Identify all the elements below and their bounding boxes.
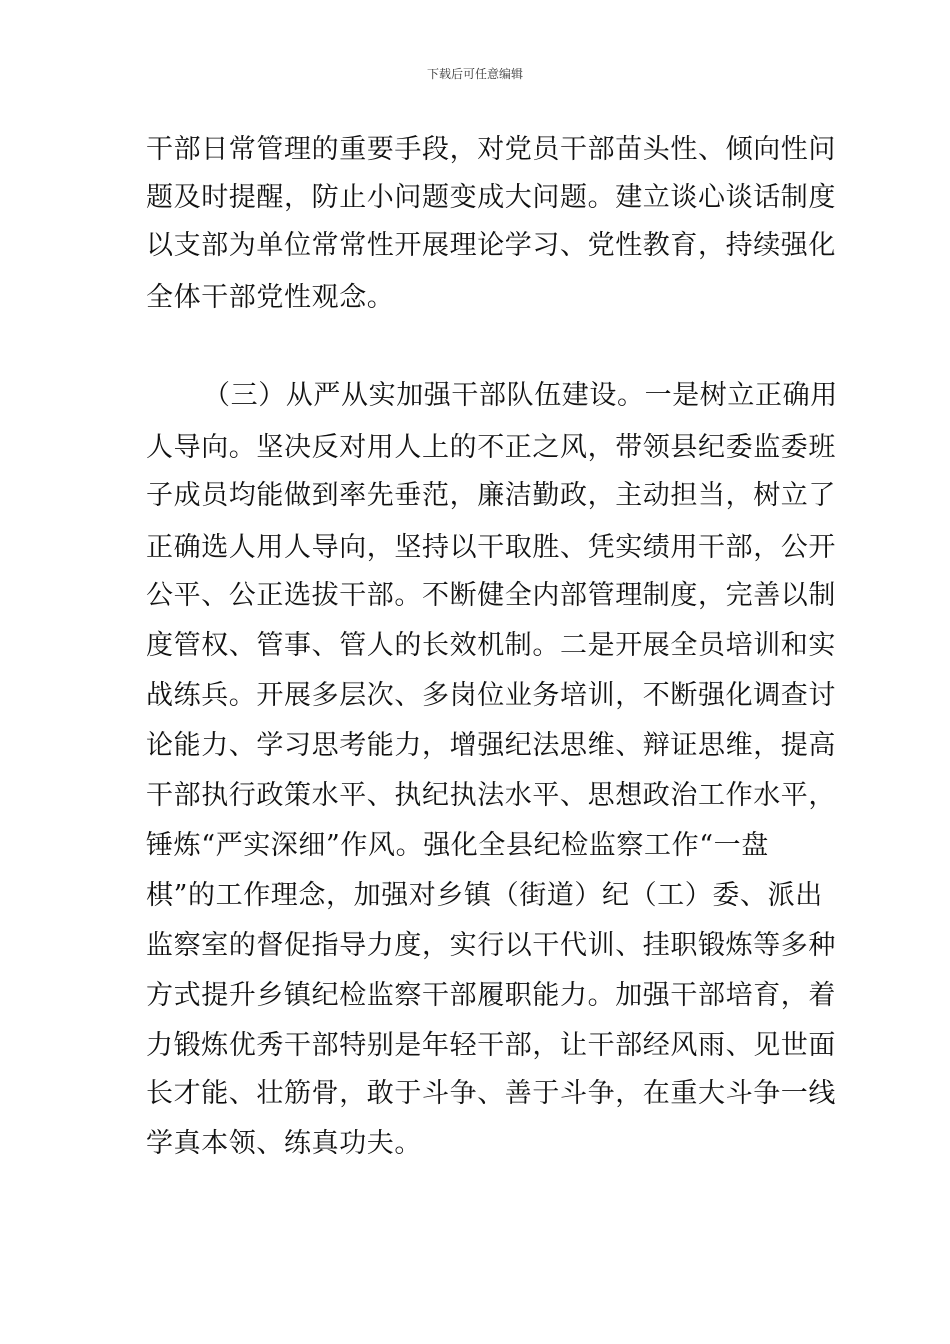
text-line: 全体干部党性观念。 <box>146 282 395 313</box>
page-header-note: 下载后可任意编辑 <box>426 67 523 81</box>
text-line: 方式提升乡镇纪检监察干部履职能力。加强干部培育，着 <box>146 980 836 1011</box>
text-line: 以支部为单位常常性开展理论学习、党性教育，持续强化 <box>146 230 836 261</box>
text-line: 题及时提醒，防止小问题变成大问题。建立谈心谈话制度 <box>146 182 836 213</box>
text-line: 力锻炼优秀干部特别是年轻干部，让干部经风雨、见世面 <box>146 1030 836 1061</box>
text-line: 锤炼“严实深细”作风。强化全县纪检监察工作“一盘 <box>146 830 769 861</box>
text-line: 论能力、学习思考能力，增强纪法思维、辩证思维，提高 <box>146 730 836 761</box>
text-line: 长才能、壮筋骨，敢于斗争、善于斗争，在重大斗争一线 <box>146 1078 836 1109</box>
text-line: 学真本领、练真功夫。 <box>146 1128 422 1159</box>
text-line: 子成员均能做到率先垂范，廉洁勤政，主动担当，树立了 <box>146 480 836 511</box>
text-line: 公平、公正选拔干部。不断健全内部管理制度，完善以制 <box>146 580 836 611</box>
text-line: （三）从严从实加强干部队伍建设。一是树立正确用 <box>203 380 838 411</box>
text-line: 监察室的督促指导力度，实行以干代训、挂职锻炼等多种 <box>146 930 836 961</box>
text-line: 干部执行政策水平、执纪执法水平、思想政治工作水平， <box>146 780 836 811</box>
text-line: 正确选人用人导向，坚持以干取胜、凭实绩用干部，公开 <box>146 532 836 563</box>
text-line: 战练兵。开展多层次、多岗位业务培训，不断强化调查讨 <box>146 680 836 711</box>
text-line: 度管权、管事、管人的长效机制。二是开展全员培训和实 <box>146 630 836 661</box>
text-line: 人导向。坚决反对用人上的不正之风，带领县纪委监委班 <box>146 432 836 463</box>
text-line: 棋”的工作理念，加强对乡镇（街道）纪（工）委、派出 <box>146 880 823 911</box>
text-line: 干部日常管理的重要手段，对党员干部苗头性、倾向性问 <box>146 134 836 165</box>
